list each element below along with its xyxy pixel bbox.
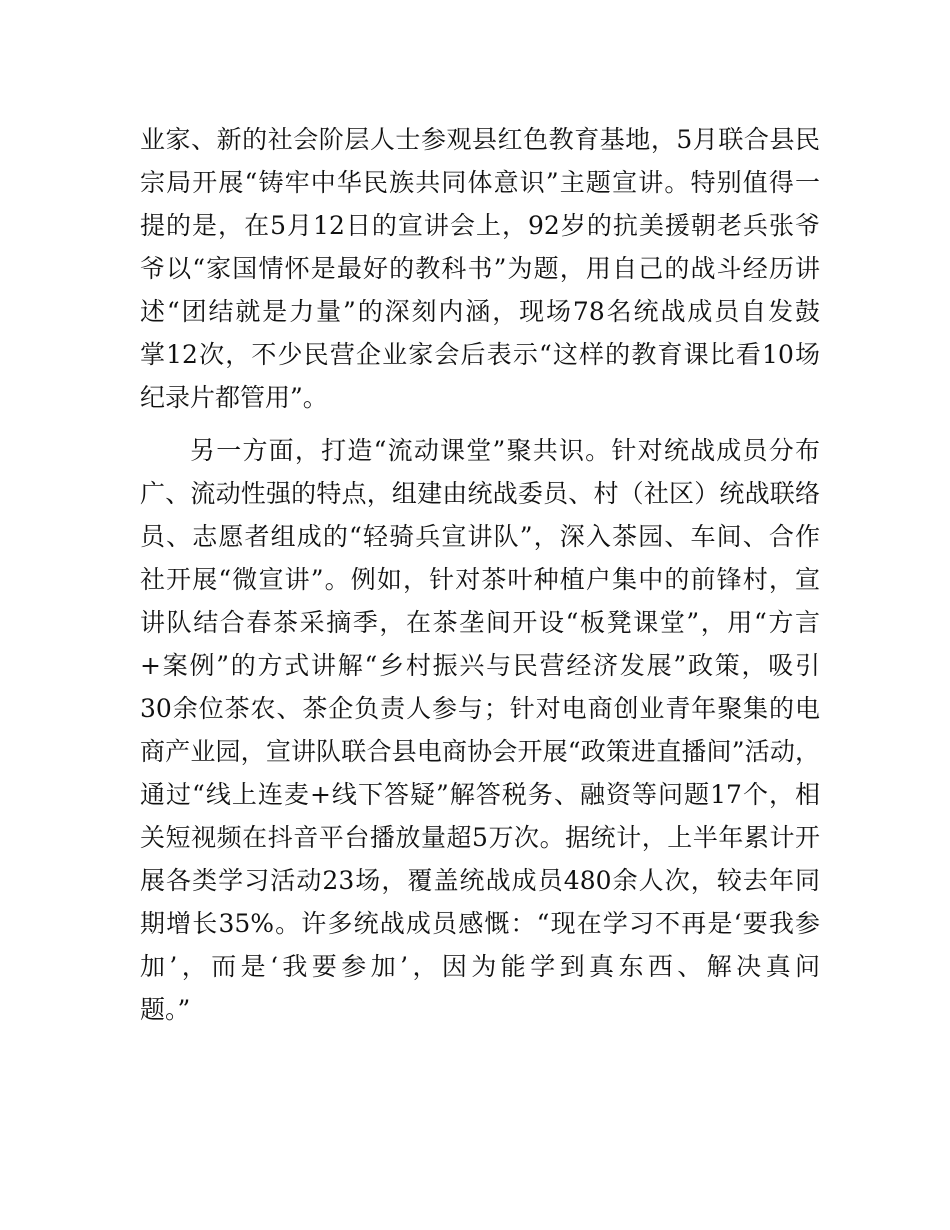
text-line: 宗局开展“铸牢中华民族共同体意识”主题宣讲。特别值得一: [140, 168, 820, 197]
text-line: 讲队结合春茶采摘季，在茶垄间开设“板凳课堂”，用“方言: [140, 608, 820, 637]
text-line: 商产业园，宣讲队联合县电商协会开展“政策进直播间”活动，: [140, 737, 820, 766]
text-line: 加’，而是‘我要参加’，因为能学到真东西、解决真问: [140, 952, 820, 981]
text-line: 提的是，在5月12日的宣讲会上，92岁的抗美援朝老兵张爷: [140, 211, 820, 240]
text-line: 30余位茶农、茶企负责人参与；针对电商创业青年聚集的电: [140, 694, 820, 723]
text-line: 关短视频在抖音平台播放量超5万次。据统计，上半年累计开: [140, 823, 820, 852]
paragraph-1: [140, 118, 820, 419]
document-body: [140, 118, 820, 1031]
text-line: 题。”: [140, 995, 191, 1024]
paragraph-spacer: [140, 419, 820, 429]
paragraph-2: [140, 429, 820, 1031]
text-line: 广、流动性强的特点，组建由统战委员、村（社区）统战联络: [140, 479, 820, 508]
text-line: 展各类学习活动23场，覆盖统战成员480余人次，较去年同: [140, 866, 820, 895]
text-line: +案例”的方式讲解“乡村振兴与民营经济发展”政策，吸引: [140, 651, 820, 680]
text-line: 社开展“微宣讲”。例如，针对茶叶种植户集中的前锋村，宣: [140, 565, 820, 594]
text-line: 述“团结就是力量”的深刻内涵，现场78名统战成员自发鼓: [140, 297, 820, 326]
text-line: 员、志愿者组成的“轻骑兵宣讲队”，深入茶园、车间、合作: [140, 522, 820, 551]
text-line: 另一方面，打造“流动课堂”聚共识。针对统战成员分布: [190, 436, 820, 465]
text-line: 掌12次，不少民营企业家会后表示“这样的教育课比看10场: [140, 340, 820, 369]
text-line: 业家、新的社会阶层人士参观县红色教育基地，5月联合县民: [140, 125, 820, 154]
text-line: 纪录片都管用”。: [140, 383, 328, 412]
text-line: 通过“线上连麦+线下答疑”解答税务、融资等问题17个，相: [140, 780, 820, 809]
text-line: 期增长35%。许多统战成员感慨：“现在学习不再是‘要我参: [140, 909, 820, 938]
text-line: 爷以“家国情怀是最好的教科书”为题，用自己的战斗经历讲: [140, 254, 820, 283]
